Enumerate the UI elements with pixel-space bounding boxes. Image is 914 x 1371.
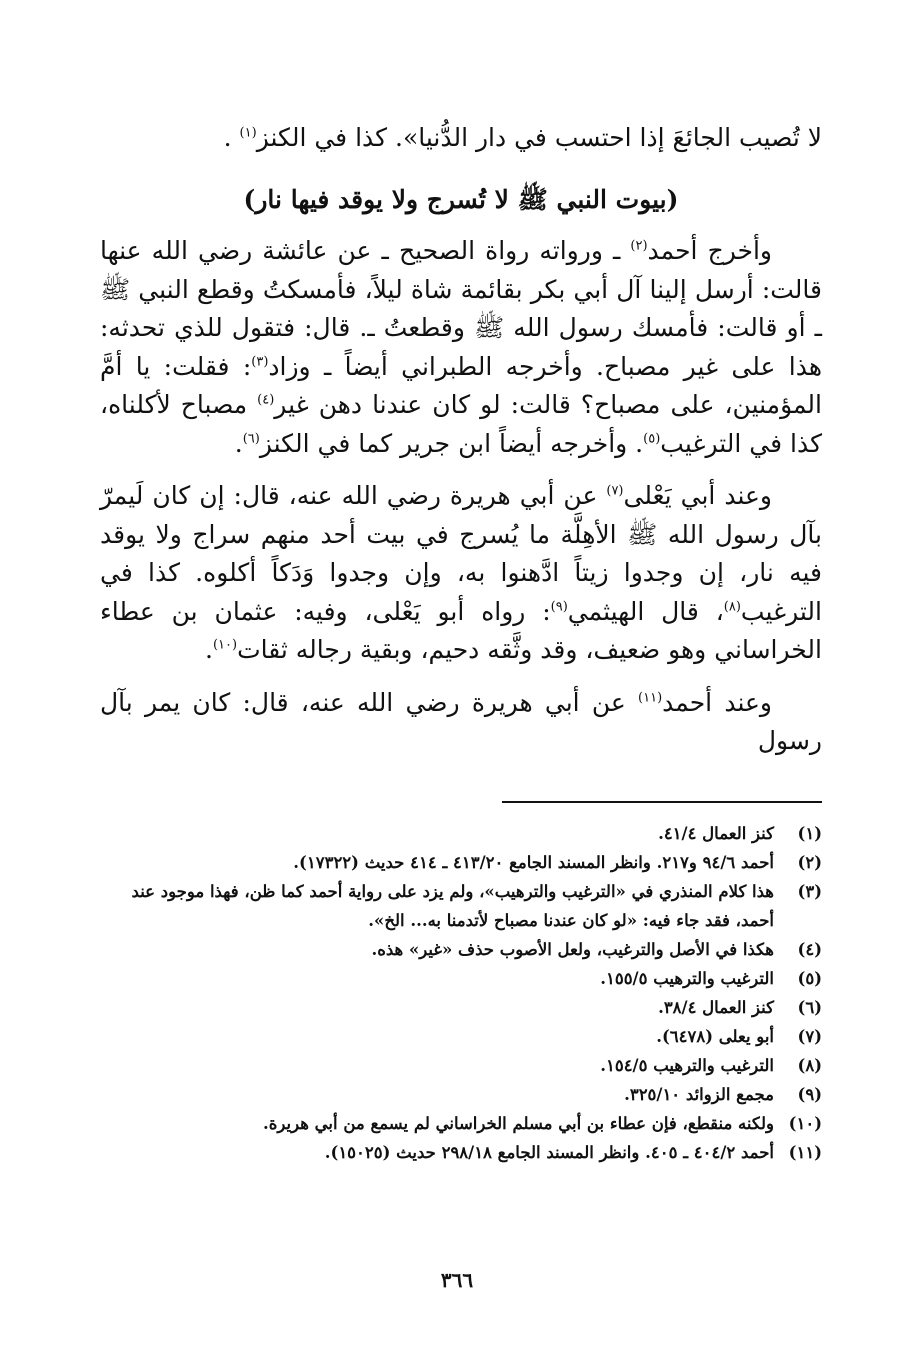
paragraph-text: وعند أحمد [662,687,772,717]
footnote-ref: (٧) [606,483,624,499]
continuation-end: . [223,123,240,152]
continuation-text: لا تُصيب الجائعَ إذا احتسب في دار الدُّنيا». كذا في الكنز [256,123,822,152]
footnote-number: (١١) [788,1142,822,1162]
footnote-separator [502,801,822,803]
footnote-number: (٨) [797,1055,822,1075]
footnote-text: الترغيب والترهيب ١٥٤/٥. [600,1055,774,1075]
footnotes [100,819,822,1167]
footnote-number: (١٠) [788,1113,822,1133]
footnote-ref: (١) [239,125,257,141]
footnote-item [100,877,822,935]
footnote-ref: (٣) [251,354,269,370]
footnote-text: الترغيب والترهيب ١٥٥/٥. [600,968,774,988]
section-title: (بيوت النبي ﷺ لا تُسرج ولا يوقد فيها نار) [243,185,679,214]
footnote-item [100,993,822,1022]
footnote-text: ولكنه منقطع، فإن عطاء بن أبي مسلم الخراساني لم يسمع من أبي هريرة. [263,1113,774,1133]
footnote-text: كنز العمال ٤١/٤. [658,823,774,843]
footnote-number: (٥) [797,968,822,988]
footnote-ref: (٨) [723,599,741,615]
paragraph-text: وعند أبي يَعْلى [623,481,772,510]
footnote-number: (٢) [797,852,822,872]
footnote-item [100,1080,822,1109]
main-text [100,118,822,761]
paragraph-text: وأخرج أحمد [647,236,772,265]
paragraph-3 [100,684,822,761]
footnote-text: أحمد ٩٤/٦ و٢١٧. وانظر المسند الجامع ٤١٣/٢٠ ـ ٤١٤ حديث (١٧٣٢٢). [293,852,774,872]
paragraph-text: . [234,428,243,458]
footnote-ref: (٢) [630,238,648,254]
footnote-item [100,1022,822,1051]
footnote-number: (٣) [797,881,822,901]
footnote-text: هكذا في الأصل والترغيب، ولعل الأصوب حذف «غير» هذه. [371,939,774,959]
paragraph-text: : رواه أبو يَعْلى، وفيه: عثمان بن عطاء الخراساني وهو ضعيف، وقد وثَّقه دحيم، وبقية رجاله ثقات [100,596,822,664]
footnote-number: (٦) [797,997,822,1017]
footnote-ref: (٤) [257,392,275,408]
footnote-ref: (٥) [643,431,661,447]
paragraph-text: عن أبي هريرة رضي الله عنه، قال: إن كان لَيمرّ بآل رسول الله ﷺ الأهِلَّة ما يُسرج في بيت أحد منهم سراج ولا يوقد فيه نار، إن وجدوا زيتاً ادَّهنوا به، وإن وجدوا وَدَكاً أكلوه. كذا في الترغيب [100,481,822,626]
footnote-ref: (٩) [550,599,568,615]
footnote-item [100,1138,822,1167]
footnote-ref: (١١) [638,690,663,706]
footnote-number: (٩) [797,1084,822,1104]
paragraph-text: ـ ورواته رواة الصحيح ـ عن عائشة رضي الله عنها قالت: أرسل إلينا آل أبي بكر بقائمة شاة ليلاً، فأمسكتُ وقطع النبي ﷺ ـ أو قالت: فأمسك رسول الله ﷺ وقطعتُ ـ. قال: فتقول للذي تحدثه: هذا على غير مصباح. وأخرجه الطبراني أيضاً ـ وزاد [100,236,823,381]
paragraph-2 [100,477,822,670]
paragraph-text: ، قال الهيثمي [567,596,724,626]
paragraph-1 [100,232,822,463]
footnote-item [100,964,822,993]
footnote-item [100,1109,822,1138]
footnote-ref: (١٠) [212,637,238,653]
footnote-item [100,848,822,877]
paragraph-text: مصباح لأكلناه، كذا في الترغيب [100,390,822,458]
page-number: ٣٦٦ [440,1268,474,1292]
footnote-number: (٤) [797,939,822,959]
footnote-item [100,1051,822,1080]
footnote-text: هذا كلام المنذري في «الترغيب والترهيب»، ولم يزد على رواية أحمد كما ظن، فهذا موجود عند أحمد، فقد جاء فيه: «لو كان عندنا مصباح لأتدمنا به... الخ». [131,881,774,930]
continuation-line [100,118,822,158]
footnote-text: أحمد ٤٠٤/٢ ـ ٤٠٥. وانظر المسند الجامع ٢٩٨/١٨ حديث (١٥٠٢٥). [324,1142,774,1162]
footnote-number: (٧) [797,1026,822,1046]
footnote-item [100,819,822,848]
paragraph-text: . وأخرجه أيضاً ابن جرير كما في الكنز [259,428,644,458]
footnote-ref: (٦) [242,431,260,447]
footnote-text: مجمع الزوائد ٣٢٥/١٠. [624,1084,774,1104]
paragraph-text: : فقلت: يا أمَّ المؤمنين، على مصباح؟ قالت: لو كان عندنا دهن غير [100,351,822,419]
footnote-item [100,935,822,964]
paragraph-text: عن أبي هريرة رضي الله عنه، قال: كان يمر بآل رسول [100,687,822,755]
footnote-text: أبو يعلى (٦٤٧٨). [656,1026,774,1046]
paragraph-text: . [204,635,213,664]
footnote-text: كنز العمال ٣٨/٤. [658,997,774,1017]
footnote-number: (١) [797,823,822,843]
